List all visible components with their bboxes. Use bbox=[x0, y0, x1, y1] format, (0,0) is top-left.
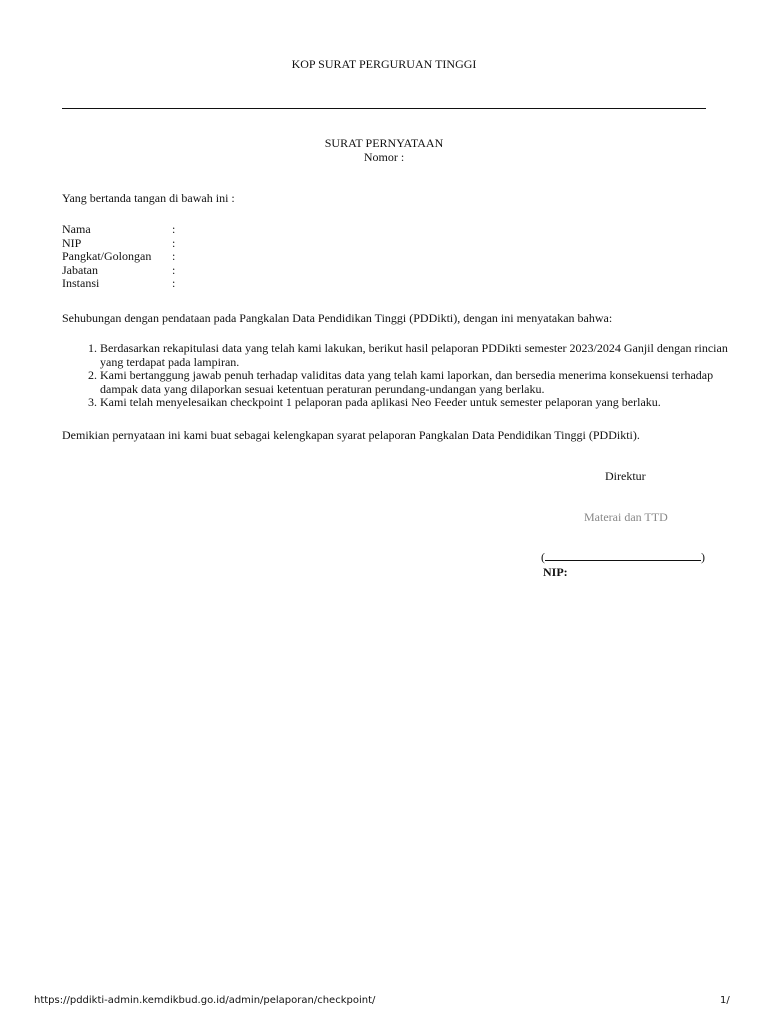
field-colon: : bbox=[172, 235, 176, 250]
identity-fields bbox=[62, 223, 182, 291]
statement-item: 2. Kami bertanggung jawab penuh terhadap validitas data yang telah kami laporkan, dan bersedia menerima konsekuensi terhadap dampak data yang dilaporkan sesuai ketentuan peraturan perundang-undangan yang berlaku. bbox=[100, 369, 750, 396]
field-label: Instansi bbox=[62, 276, 100, 290]
signature-blank bbox=[545, 550, 701, 561]
statement-item: 1. Berdasarkan rekapitulasi data yang telah kami lakukan, berikut hasil pelaporan PDDikti semester 2023/2024 Ganjil dengan rincian yang terdapat pada lampiran. bbox=[100, 342, 750, 369]
intro-text: Yang bertanda tangan di bawah ini : bbox=[62, 191, 235, 205]
open-paren: ( bbox=[541, 550, 545, 564]
field-row-nip bbox=[62, 237, 182, 251]
field-label: Jabatan bbox=[62, 262, 98, 277]
field-colon: : bbox=[172, 276, 176, 290]
signatory-position: Direktur bbox=[605, 469, 646, 483]
lead-text: Sehubungan dengan pendataan pada Pangkalan Data Pendidikan Tinggi (PDDikti), dengan ini menyatakan bahwa: bbox=[62, 311, 613, 325]
document-title-block bbox=[0, 136, 768, 164]
field-row-nama bbox=[62, 223, 182, 237]
field-row-instansi bbox=[62, 277, 182, 291]
signatory-nip-label: NIP: bbox=[543, 565, 568, 579]
field-colon: : bbox=[172, 222, 176, 236]
statement-item: 3. Kami telah menyelesaikan checkpoint 1 pelaporan pada aplikasi Neo Feeder untuk semester pelaporan yang berlaku. bbox=[100, 396, 750, 410]
statement-list bbox=[62, 342, 750, 410]
field-label: Nama bbox=[62, 222, 91, 236]
footer-url: https://pddikti-admin.kemdikbud.go.id/admin/pelaporan/checkpoint/ bbox=[34, 995, 376, 1006]
field-colon: : bbox=[172, 249, 176, 263]
closing-text: Demikian pernyataan ini kami buat sebagai kelengkapan syarat pelaporan Pangkalan Data Pendidikan Tinggi (PDDikti). bbox=[62, 428, 640, 442]
signature-name-line bbox=[541, 550, 705, 565]
field-label: NIP bbox=[62, 235, 82, 250]
field-row-pangkat bbox=[62, 250, 182, 264]
footer-page-number: 1/ bbox=[720, 995, 730, 1006]
document-title: SURAT PERNYATAAN bbox=[324, 136, 444, 150]
document-number: Nomor : bbox=[363, 150, 405, 164]
field-label: Pangkat/Golongan bbox=[62, 249, 152, 263]
close-paren: ) bbox=[701, 550, 705, 564]
field-colon: : bbox=[172, 262, 176, 277]
letterhead-divider bbox=[62, 108, 706, 109]
materai-placeholder: Materai dan TTD bbox=[584, 510, 668, 524]
field-row-jabatan bbox=[62, 264, 182, 278]
letterhead-title: KOP SURAT PERGURUAN TINGGI bbox=[291, 57, 477, 71]
